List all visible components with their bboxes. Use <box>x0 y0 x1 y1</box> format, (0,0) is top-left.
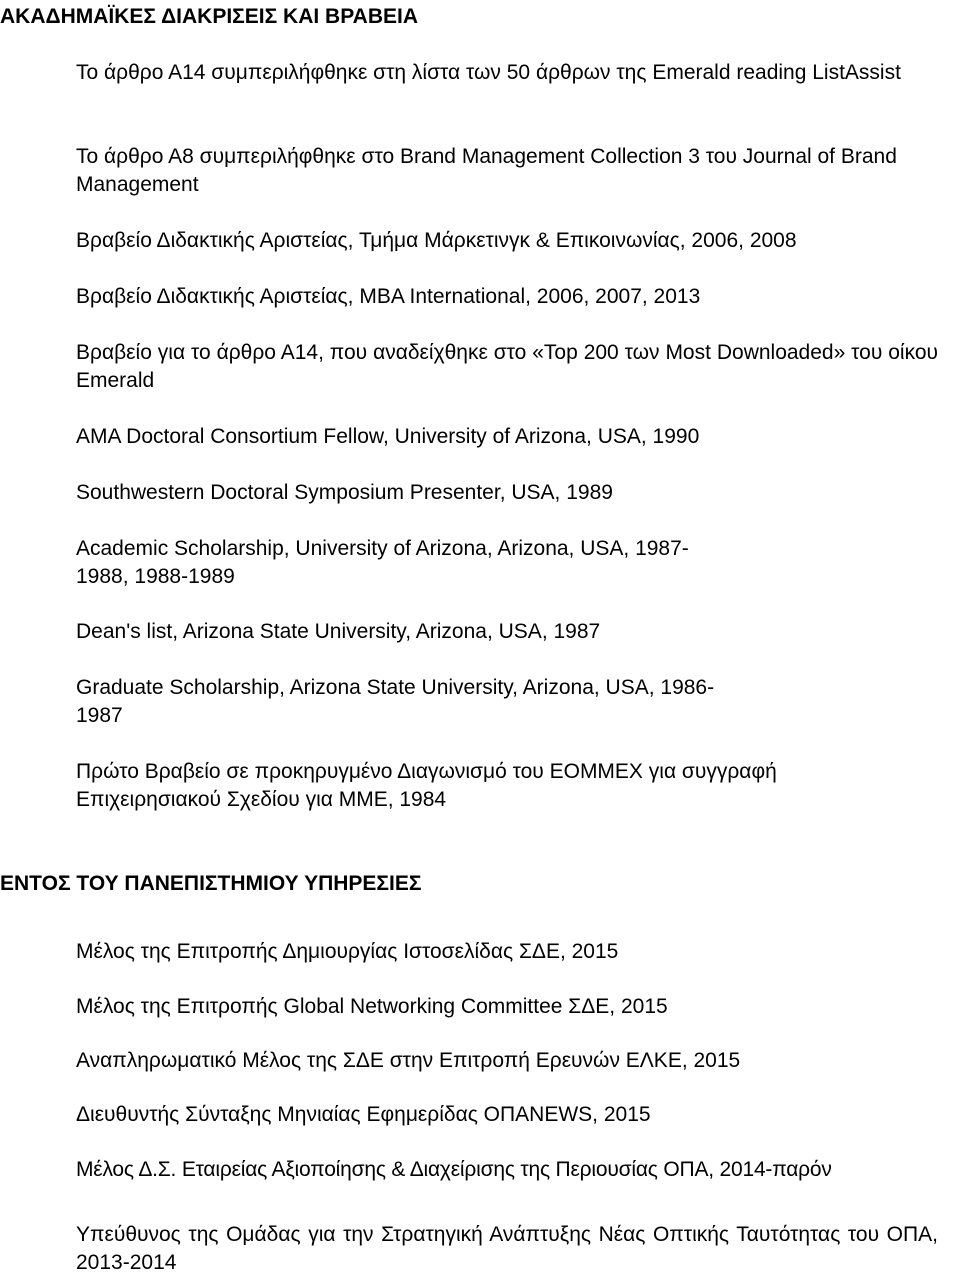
award-item: AMA Doctoral Consortium Fellow, University of Arizona, USA, 1990 <box>76 425 700 448</box>
award-item: Graduate Scholarship, Arizona State University, Arizona, USA, 1986-1987 <box>76 676 715 727</box>
award-item: Βραβείο Διδακτικής Αριστείας, ΜΒΑ International, 2006, 2007, 2013 <box>76 285 701 308</box>
award-item: Academic Scholarship, University of Arizona, Arizona, USA, 1987-1988, 1988-1989 <box>76 537 689 588</box>
service-item: Μέλος Δ.Σ. Εταιρείας Αξιοποίησης & Διαχείρισης της Περιουσίας ΟΠΑ, 2014-παρόν <box>76 1158 832 1181</box>
service-item: Διευθυντής Σύνταξης Μηνιαίας Εφημερίδας ΟΠΑNEWS, 2015 <box>76 1103 651 1126</box>
award-item: Dean's list, Arizona State University, Arizona, USA, 1987 <box>76 620 601 643</box>
award-item: Πρώτο Βραβείο σε προκηρυγμένο Διαγωνισμό του ΕΟΜΜΕΧ για συγγραφή Επιχειρησιακού Σχεδίου για ΜΜΕ, 1984 <box>76 760 777 811</box>
service-item: Αναπληρωματικό Μέλος της ΣΔΕ στην Επιτροπή Ερευνών ΕΛΚΕ, 2015 <box>76 1049 741 1072</box>
award-item: Το άρθρο Α14 συμπεριλήφθηκε στη λίστα των 50 άρθρων της Emerald reading ListAssist <box>76 61 901 84</box>
section-heading-university-services: ΕΝΤΟΣ ΤΟΥ ΠΑΝΕΠΙΣΤΗΜΙΟΥ ΥΠΗΡΕΣΙΕΣ <box>0 872 422 895</box>
award-item: Southwestern Doctoral Symposium Presenter, USA, 1989 <box>76 481 613 504</box>
award-item: Βραβείο Διδακτικής Αριστείας, Τμήμα Μάρκετινγκ & Επικοινωνίας, 2006, 2008 <box>76 229 797 252</box>
service-item: Μέλος της Επιτροπής Global Networking Committee ΣΔΕ, 2015 <box>76 995 668 1018</box>
award-item: Το άρθρο Α8 συμπεριλήφθηκε στο Brand Management Collection 3 του Journal of Brand Management <box>76 145 897 196</box>
award-item: Βραβείο για το άρθρο Α14, που αναδείχθηκε στο «Top 200 των Most Downloaded» του οίκου Emerald <box>76 341 938 392</box>
service-item: Υπεύθυνος της Ομάδας για την Στρατηγική Ανάπτυξης Νέας Οπτικής Ταυτότητας του ΟΠΑ, 2013-2014 <box>76 1223 938 1274</box>
section-heading-academic-awards: ΑΚΑΔΗΜΑΪΚΕΣ ΔΙΑΚΡΙΣΕΙΣ ΚΑΙ ΒΡΑΒΕΙΑ <box>0 5 419 28</box>
service-item: Μέλος της Επιτροπής Δημιουργίας Ιστοσελίδας ΣΔΕ, 2015 <box>76 940 619 963</box>
